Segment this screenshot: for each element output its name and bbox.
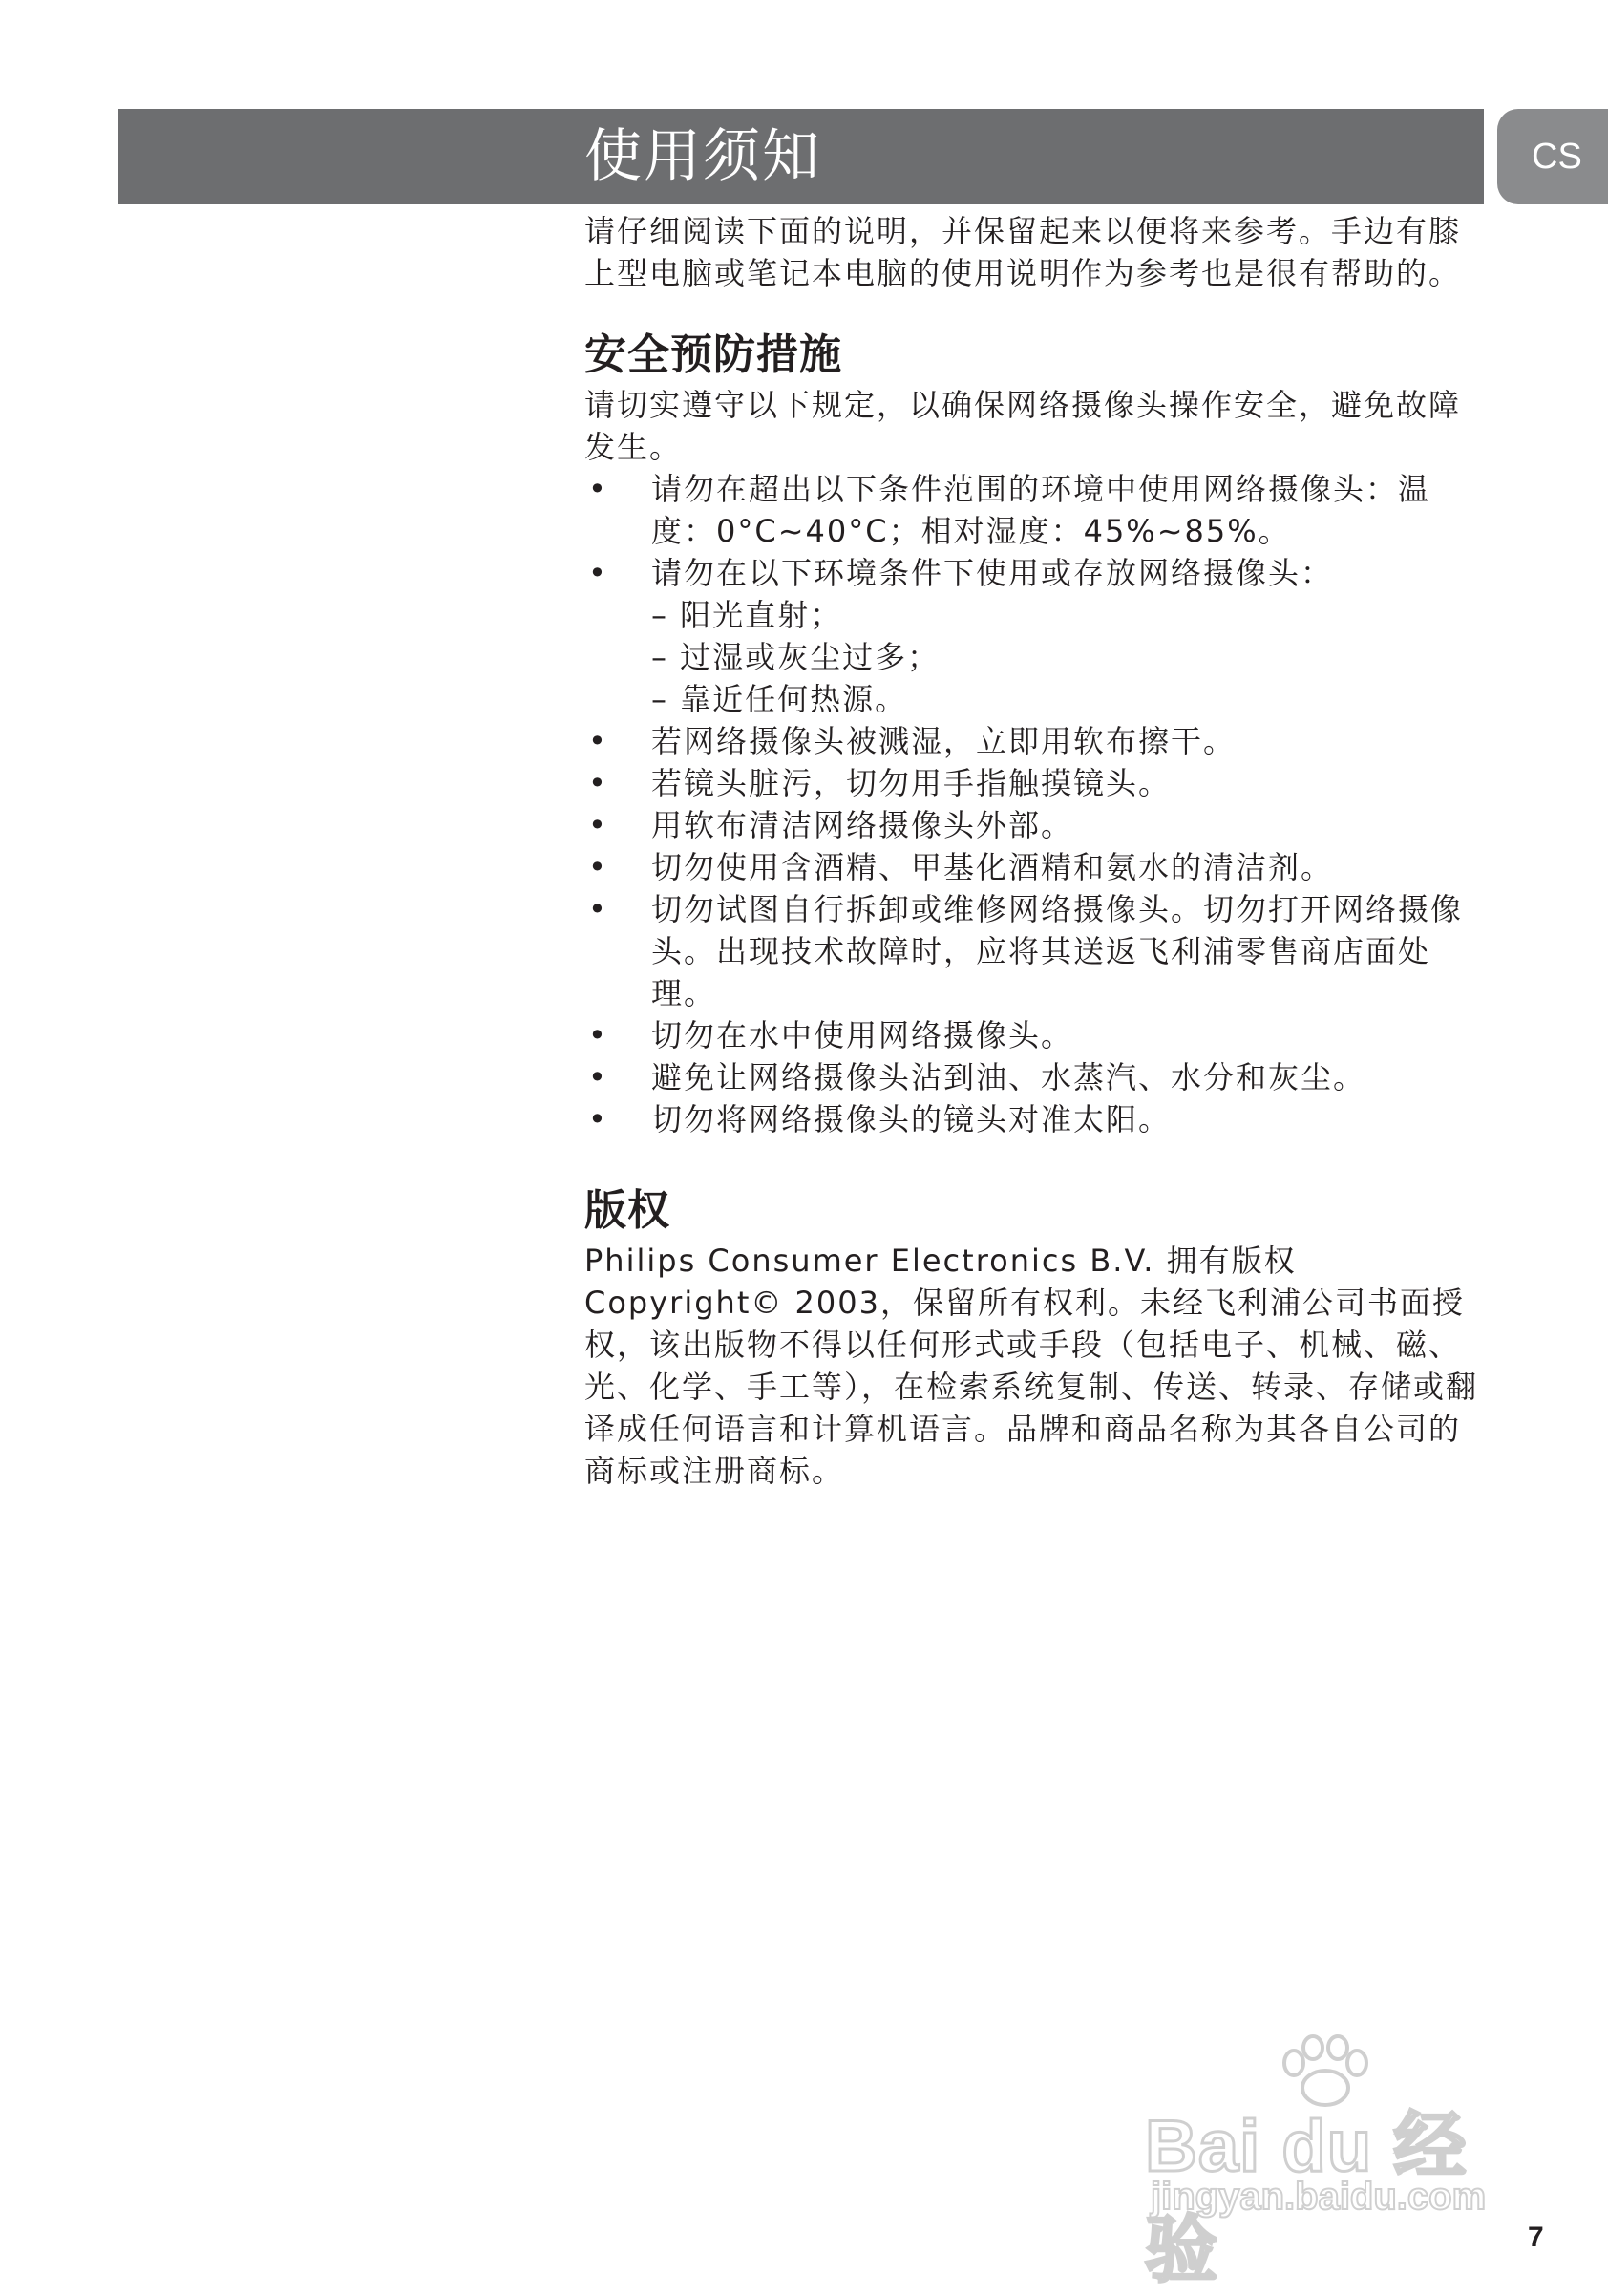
bullet-icon: •	[588, 807, 608, 843]
page-title: 使用须知	[584, 123, 821, 190]
bullet-icon: •	[588, 765, 608, 801]
copyright-section	[584, 1182, 1486, 1492]
list-item	[584, 1014, 1486, 1056]
list-item-text: 切勿将网络摄像头的镜头对准太阳。	[651, 1101, 1172, 1137]
list-item	[584, 1098, 1486, 1140]
list-item-text: 切勿使用含酒精、甲基化酒精和氨水的清洁剂。	[651, 849, 1334, 885]
list-item	[584, 1056, 1486, 1098]
sub-item: – 靠近任何热源。	[651, 681, 908, 717]
list-item-text: 用软布清洁网络摄像头外部。	[651, 807, 1074, 843]
safety-list	[584, 468, 1486, 1140]
sub-item: – 阳光直射；	[651, 597, 843, 633]
intro-paragraph: 请仔细阅读下面的说明，并保留起来以便将来参考。手边有膝上型电脑或笔记本电脑的使用说明作为参考也是很有帮助的。	[584, 213, 1462, 291]
bullet-icon: •	[588, 1017, 608, 1053]
list-item	[584, 720, 1486, 762]
list-item	[584, 762, 1486, 804]
bullet-icon: •	[588, 723, 608, 759]
main-content	[584, 210, 1486, 1492]
list-item-text: 切勿试图自行拆卸或维修网络摄像头。切勿打开网络摄像头。出现技术故障时，应将其送返飞利浦零售商店面处理。	[651, 891, 1464, 1011]
language-tab: CS	[1497, 109, 1608, 204]
bullet-icon: •	[588, 1101, 608, 1137]
safety-lead: 请切实遵守以下规定，以确保网络摄像头操作安全，避免故障发生。	[584, 387, 1462, 465]
list-item	[584, 552, 1486, 720]
list-item-text: 请勿在以下环境条件下使用或存放网络摄像头：	[651, 555, 1334, 591]
header-bar	[118, 109, 1484, 204]
bullet-icon: •	[588, 555, 608, 591]
sub-item: – 过湿或灰尘过多；	[651, 639, 941, 675]
list-item-text: 若网络摄像头被溅湿，立即用软布擦干。	[651, 723, 1237, 759]
page-number: 7	[1528, 2222, 1544, 2253]
list-item	[584, 846, 1486, 888]
copyright-heading: 版权	[584, 1186, 670, 1235]
list-item-text: 若镜头脏污，切勿用手指触摸镜头。	[651, 765, 1172, 801]
bullet-icon: •	[588, 849, 608, 885]
list-item-text: 请勿在超出以下条件范围的环境中使用网络摄像头：温度：0°C~40°C；相对湿度：45%~85%。	[651, 471, 1431, 549]
watermark-main-text: Bai du 经验	[1145, 2106, 1468, 2291]
list-item	[584, 468, 1486, 552]
list-item	[584, 888, 1486, 1014]
bullet-icon: •	[588, 1059, 608, 1095]
list-item-text: 避免让网络摄像头沾到油、水蒸汽、水分和灰尘。	[651, 1059, 1366, 1095]
list-item	[584, 804, 1486, 846]
baidu-watermark	[1132, 2034, 1523, 2291]
bullet-icon: •	[588, 471, 608, 507]
copyright-paragraph: Philips Consumer Electronics B.V. 拥有版权 Copyright© 2003，保留所有权利。未经飞利浦公司书面授权，该出版物不得以任何形式或手段（包括电子、机械、磁、光、化学、手工等），在检索系统复制、传送、转录、存储或翻译成任何语言和计算机语言。品牌和商品名称为其各自公司的商标或注册商标。	[584, 1243, 1479, 1489]
bullet-icon: •	[588, 891, 608, 927]
safety-heading: 安全预防措施	[584, 330, 842, 379]
list-item-text: 切勿在水中使用网络摄像头。	[651, 1017, 1074, 1053]
watermark-url: jingyan.baidu.com	[1151, 2176, 1487, 2218]
